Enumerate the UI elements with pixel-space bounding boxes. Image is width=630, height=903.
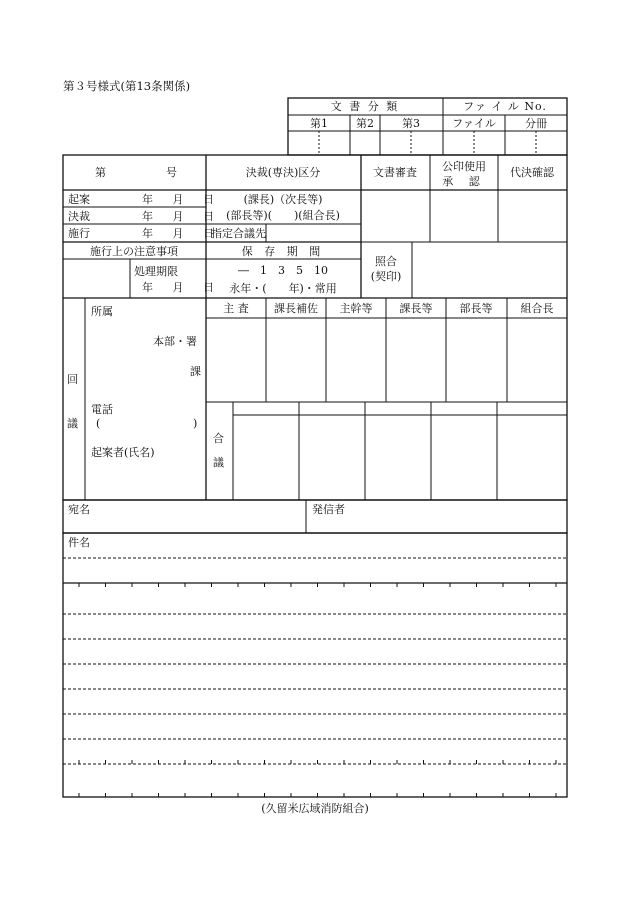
- class-level-3: 第3: [402, 117, 420, 130]
- draft-label: 起案: [68, 193, 90, 206]
- subject-label: 件名: [68, 536, 90, 549]
- council-label-1: 合: [213, 432, 224, 445]
- headquarters-label: 本部・署: [153, 335, 197, 348]
- organization-footer: (久留米広域消防組合): [261, 802, 369, 815]
- proxy-approval-header: 代決確認: [510, 166, 554, 179]
- approval-authority-header: 決裁(専決)区分: [245, 166, 321, 179]
- circulation-column-header: 課長等: [399, 302, 433, 315]
- retention-header: 保 存 期 間: [241, 245, 325, 258]
- file-label: ファイル: [452, 117, 496, 130]
- number-suffix: 号: [166, 166, 177, 179]
- circulation-column-header: 課長補佐: [274, 302, 318, 315]
- designated-council-label: 指定合議先: [211, 227, 266, 240]
- deadline-date: 年 月 日: [142, 281, 222, 294]
- authority-options-2: (部長等)( )(組合長): [226, 209, 340, 222]
- deadline-label: 処理期限: [134, 265, 178, 278]
- retention-permanent: 永年・( 年)・常用: [229, 282, 337, 295]
- retention-years: ― 1 3 5 10: [238, 264, 328, 277]
- seal-use-header-1: 公印使用: [442, 160, 486, 173]
- volume-label: 分冊: [525, 117, 547, 130]
- class-level-2: 第2: [356, 117, 374, 130]
- document-review-header: 文書審査: [373, 166, 417, 179]
- seal-use-header-2: 承 認: [442, 175, 486, 188]
- affiliation-label: 所属: [91, 305, 113, 318]
- number-prefix: 第: [95, 166, 106, 179]
- section-label: 課: [190, 365, 201, 378]
- phone-label: 電話: [91, 403, 113, 416]
- decision-date: 年 月 日: [142, 210, 222, 223]
- collation-seal: (契印): [370, 270, 402, 283]
- drafter-name-label: 起案者(氏名): [91, 446, 155, 459]
- circulation-column-header: 組合長: [520, 302, 554, 315]
- phone-paren-open: (: [96, 417, 101, 430]
- circulation-label-1: 回: [67, 373, 78, 386]
- collation-label: 照合: [375, 255, 397, 268]
- notes-header: 施行上の注意事項: [90, 245, 178, 258]
- sender-label: 発信者: [312, 503, 345, 516]
- council-label-2: 議: [213, 456, 224, 469]
- circulation-column-header: 主幹等: [339, 302, 373, 315]
- phone-paren-close: ): [193, 417, 198, 430]
- classification-header: 文 書 分 類: [330, 100, 400, 113]
- addressee-label: 宛名: [68, 503, 90, 516]
- enforcement-label: 施行: [68, 227, 90, 240]
- circulation-column-header: 部長等: [459, 302, 493, 315]
- authority-options-1: (課長)（次長等): [243, 193, 323, 206]
- file-number-header: ファ イ ル No.: [463, 100, 547, 113]
- enforcement-date: 年 月 日: [142, 227, 222, 240]
- circulation-label-2: 議: [67, 417, 78, 430]
- circulation-column-header: 主 査: [223, 302, 249, 315]
- class-level-1: 第1: [310, 117, 328, 130]
- draft-date: 年 月 日: [142, 193, 222, 206]
- form-title: 第３号様式(第13条関係): [63, 79, 191, 93]
- decision-label: 決裁: [68, 210, 90, 223]
